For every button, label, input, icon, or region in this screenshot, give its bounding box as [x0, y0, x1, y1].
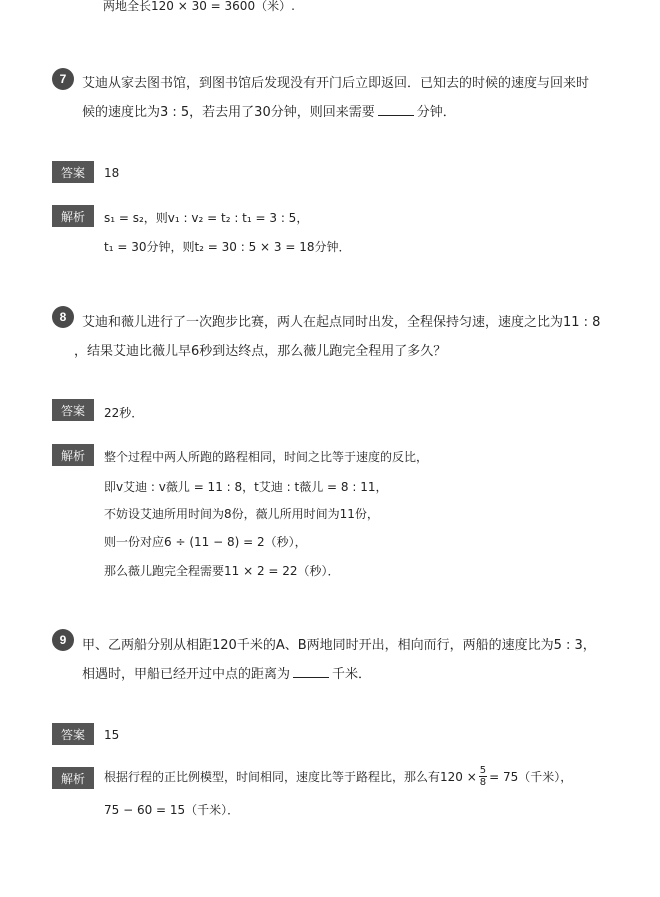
analysis-line: t₁ = 30分钟，则t₂ = 30 : 5 × 3 = 18分钟．: [104, 240, 351, 254]
analysis-tag: 解析: [52, 767, 94, 789]
question-text-line: [82, 101, 456, 120]
question-text-line: ，结果艾迪比薇儿早6秒到达终点，那么薇儿跑完全程用了多久？: [74, 344, 447, 359]
analysis-line: 则一份对应6 ÷ (11 − 8) = 2（秒），: [104, 535, 307, 549]
analysis-line: 不妨设艾迪所用时间为8份，薇儿所用时间为11份，: [104, 507, 379, 521]
analysis-text-segment: 根据行程的正比例模型，时间相同，速度比等于路程比，那么有120 ×: [104, 770, 477, 784]
analysis-tag: 解析: [52, 444, 94, 466]
question-number-badge: 9: [52, 629, 74, 651]
question-text-line: [82, 663, 371, 682]
question-number-badge: 7: [52, 68, 74, 90]
analysis-tag: 解析: [52, 205, 94, 227]
question-text-line: 甲、乙两船分别从相距120千米的A、B两地同时开出，相向而行，两船的速度比为5 : 3，: [82, 638, 596, 653]
fraction-numerator: 5: [479, 765, 487, 776]
answer-tag: 答案: [52, 161, 94, 183]
analysis-line: 那么薇儿跑完全程需要11 × 2 = 22（秒）．: [104, 564, 340, 578]
answer-text: 18: [104, 166, 120, 180]
question-text-line: 艾迪从家去图书馆，到图书馆后发现没有开门后立即返回．已知去的时候的速度与回来时: [82, 76, 590, 91]
analysis-line: s₁ = s₂，则v₁ : v₂ = t₂ : t₁ = 3 : 5，: [104, 211, 309, 225]
analysis-line: 整个过程中两人所跑的路程相同，时间之比等于速度的反比，: [104, 450, 429, 464]
question-number-badge: 8: [52, 306, 74, 328]
answer-blank: [378, 103, 414, 116]
answer-tag: 答案: [52, 399, 94, 421]
previous-solution-line: 两地全长120 × 30 = 3600（米）.: [103, 0, 295, 13]
analysis-text-segment: = 75（千米），: [489, 770, 573, 784]
answer-text: 22秒．: [104, 406, 144, 420]
answer-text: 15: [104, 728, 120, 742]
analysis-line: [104, 765, 572, 788]
question-text-line: 艾迪和薇儿进行了一次跑步比赛，两人在起点同时出发，全程保持匀速，速度之比为11 : 8: [82, 315, 601, 330]
analysis-line: 即v艾迪 : v薇儿 = 11 : 8，t艾迪 : t薇儿 = 8 : 11，: [104, 480, 388, 494]
answer-blank: [293, 665, 329, 678]
fraction-denominator: 8: [479, 777, 487, 788]
fraction: [479, 765, 487, 788]
answer-tag: 答案: [52, 723, 94, 745]
analysis-line: 75 − 60 = 15（千米）．: [104, 803, 240, 817]
question-text-segment: 相遇时，甲船已经开过中点的距离为: [82, 667, 291, 682]
question-text-segment: 千米．: [332, 667, 372, 682]
question-text-segment: 分钟．: [416, 105, 456, 120]
question-text-segment: 候的速度比为3 : 5，若去用了30分钟，则回来需要: [82, 105, 375, 120]
